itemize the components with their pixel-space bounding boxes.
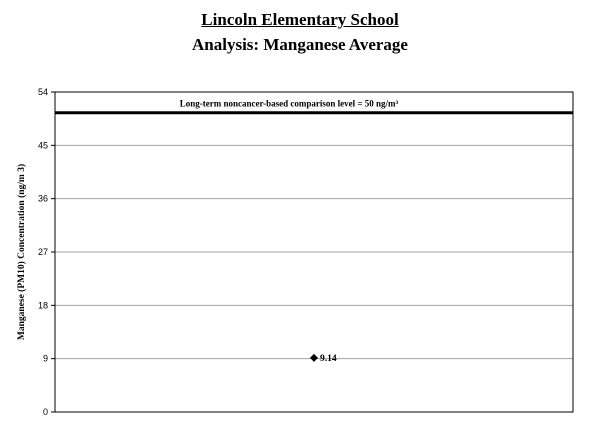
data-points [310,354,337,364]
y-tick-label: 45 [37,140,48,151]
y-tick-labels [38,87,55,417]
y-tick-label: 18 [37,300,48,311]
y-tick-label: 36 [37,193,48,204]
data-point-marker [310,354,318,362]
chart-title: Lincoln Elementary School [201,10,399,29]
gridlines [55,145,573,358]
data-point-label: 9.14 [320,353,337,364]
y-tick-label: 27 [37,247,48,257]
reference-line-label: Long-term noncancer-based comparison level = 50 ng/m³ [179,98,399,109]
y-axis-label: Manganese (PM10) Concentration (ng/m 3) [17,163,27,341]
chart-subtitle: Analysis: Manganese Average [192,35,408,54]
y-tick-label: 54 [37,87,48,97]
y-tick-label: 9 [42,353,48,364]
y-tick-label: 0 [42,407,48,417]
